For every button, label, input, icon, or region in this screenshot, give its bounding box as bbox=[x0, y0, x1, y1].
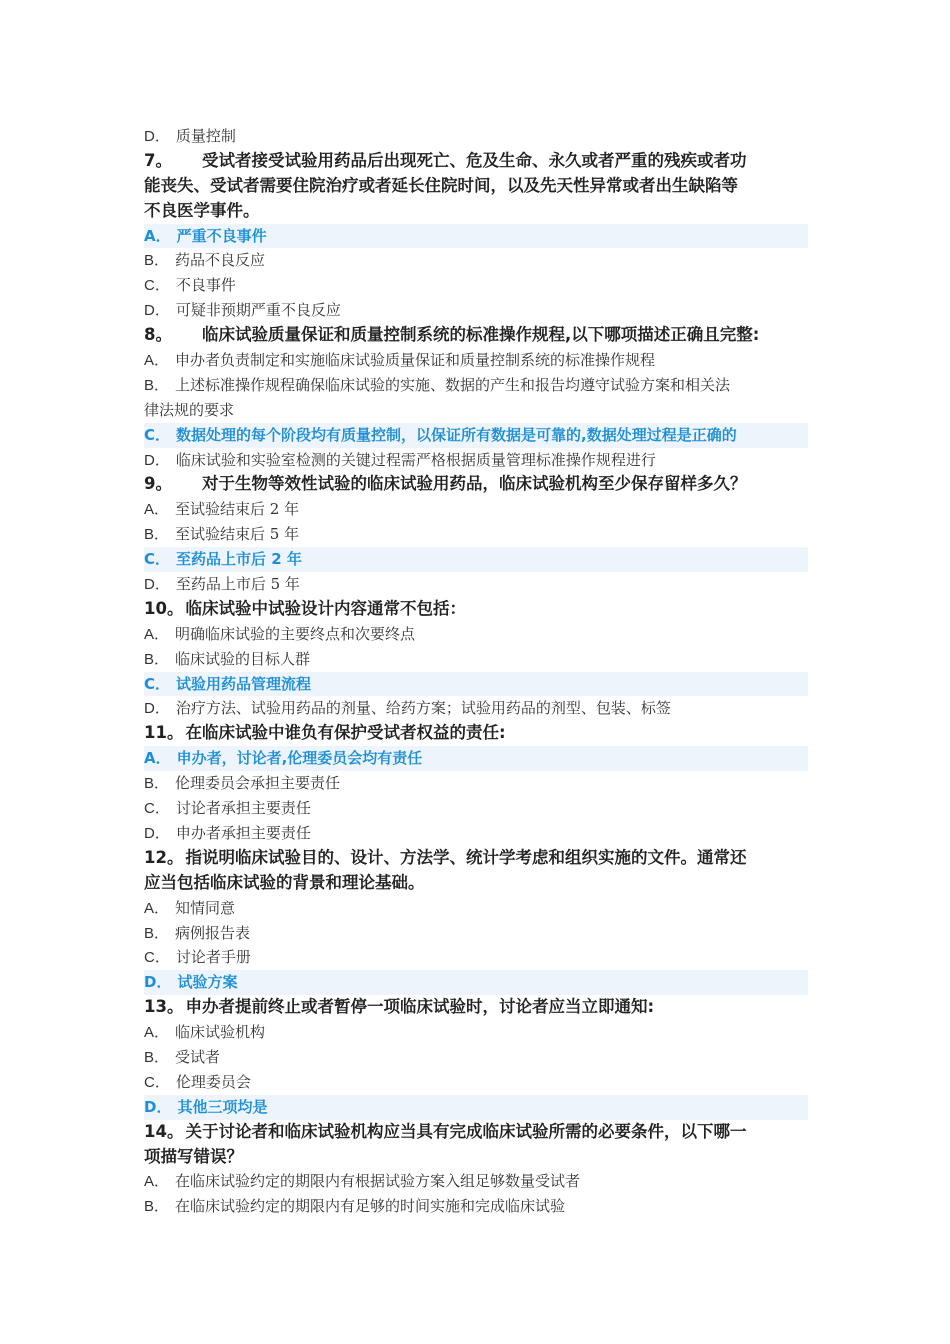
question-heading bbox=[144, 995, 808, 1020]
option-text: 试验用药品管理流程 bbox=[176, 674, 312, 693]
answer-option bbox=[144, 821, 808, 846]
question-heading bbox=[144, 721, 808, 746]
option-text: 试验方案 bbox=[177, 973, 238, 992]
answer-option bbox=[144, 945, 808, 970]
option-text: 申办者承担主要责任 bbox=[175, 823, 311, 842]
option-letter: A． bbox=[144, 899, 170, 917]
answer-option bbox=[144, 1194, 808, 1219]
option-letter: C． bbox=[144, 1073, 170, 1091]
option-text: 临床试验机构 bbox=[175, 1023, 266, 1042]
option-letter: B． bbox=[144, 376, 170, 394]
option-text: 病例报告表 bbox=[175, 923, 251, 942]
answer-option bbox=[144, 448, 808, 473]
answer-option bbox=[144, 373, 808, 398]
answer-option bbox=[144, 647, 808, 672]
question-text: 受试者接受试验用药品后出现死亡、危及生命、永久或者严重的残疾或者功 bbox=[201, 150, 747, 170]
option-letter: B． bbox=[144, 924, 170, 942]
option-text: 上述标准操作规程确保临床试验的实施、数据的产生和报告均遵守试验方案和相关法 bbox=[175, 375, 731, 394]
option-letter: D． bbox=[144, 824, 170, 842]
answer-option bbox=[144, 124, 808, 149]
option-letter: B． bbox=[144, 1198, 170, 1216]
answer-option bbox=[144, 896, 808, 921]
option-text: 申办者负责制定和实施临床试验质量保证和质量控制系统的标准操作规程 bbox=[175, 351, 656, 370]
option-text: 严重不良事件 bbox=[176, 226, 267, 245]
answer-option bbox=[144, 696, 808, 721]
correct-answer-option bbox=[144, 547, 808, 572]
question-number: 12。 bbox=[144, 847, 184, 867]
question-text-continued: 能丧失、受试者需要住院治疗或者延长住院时间，以及先天性异常或者出生缺陷等 bbox=[144, 175, 738, 195]
answer-option bbox=[144, 1020, 808, 1045]
option-letter: C． bbox=[144, 550, 171, 569]
question-number: 10。 bbox=[144, 598, 184, 618]
question-heading bbox=[144, 472, 808, 497]
correct-answer-option bbox=[144, 224, 808, 249]
question-text: 在临床试验中谁负有保护受试者权益的责任: bbox=[185, 723, 506, 743]
option-letter: C． bbox=[144, 425, 171, 444]
option-text: 临床试验的目标人群 bbox=[175, 649, 311, 668]
option-text: 伦理委员会 bbox=[175, 1072, 251, 1091]
answer-option bbox=[144, 921, 808, 946]
answer-option bbox=[144, 1070, 808, 1095]
option-letter: C． bbox=[144, 277, 170, 295]
option-text: 明确临床试验的主要终点和次要终点 bbox=[175, 624, 416, 643]
answer-option bbox=[144, 522, 808, 547]
question-text-continued: 应当包括临床试验的背景和理论基础。 bbox=[144, 872, 425, 892]
exam-content bbox=[144, 124, 808, 1219]
question-text: 临床试验质量保证和质量控制系统的标准操作规程,以下哪项描述正确且完整: bbox=[201, 325, 760, 345]
option-text: 伦理委员会承担主要责任 bbox=[175, 774, 341, 793]
answer-option bbox=[144, 622, 808, 647]
option-text: 临床试验和实验室检测的关键过程需严格根据质量管理标准操作规程进行 bbox=[175, 450, 656, 469]
answer-option bbox=[144, 771, 808, 796]
option-letter: D． bbox=[144, 700, 170, 718]
answer-option bbox=[144, 497, 808, 522]
correct-answer-option bbox=[144, 423, 808, 448]
option-letter: A． bbox=[144, 749, 171, 768]
option-letter: D． bbox=[144, 973, 172, 992]
option-text: 至试验结束后 2 年 bbox=[175, 500, 300, 519]
option-letter: D． bbox=[144, 302, 170, 320]
option-text-continued: 律法规的要求 bbox=[144, 400, 235, 419]
question-text: 关于讨论者和临床试验机构应当具有完成临床试验所需的必要条件，以下哪一 bbox=[185, 1121, 747, 1141]
option-letter: A． bbox=[144, 226, 171, 245]
option-text: 治疗方法、试验用药品的剂量、给药方案；试验用药品的剂型、包装、标签 bbox=[175, 699, 671, 718]
answer-option bbox=[144, 348, 808, 373]
question-text: 临床试验中试验设计内容通常不包括： bbox=[185, 598, 466, 618]
option-text: 讨论者承担主要责任 bbox=[175, 799, 311, 818]
option-letter: B． bbox=[144, 775, 170, 793]
answer-option bbox=[144, 796, 808, 821]
option-text: 不良事件 bbox=[175, 276, 236, 295]
question-number: 9。 bbox=[144, 474, 172, 494]
option-letter: B． bbox=[144, 252, 170, 270]
option-text: 药品不良反应 bbox=[175, 251, 266, 270]
option-text: 申办者，讨论者,伦理委员会均有责任 bbox=[176, 749, 423, 768]
option-letter: B． bbox=[144, 1048, 170, 1066]
question-heading bbox=[144, 323, 808, 348]
option-text: 可疑非预期严重不良反应 bbox=[175, 301, 341, 320]
option-letter: C． bbox=[144, 674, 171, 693]
option-letter: A． bbox=[144, 352, 170, 370]
question-number: 13。 bbox=[144, 997, 184, 1017]
question-number: 11。 bbox=[144, 723, 184, 743]
option-text: 其他三项均是 bbox=[177, 1097, 268, 1116]
option-text: 知情同意 bbox=[175, 898, 236, 917]
option-letter: D． bbox=[144, 576, 170, 594]
question-text: 指说明临床试验目的、设计、方法学、统计学考虑和组织实施的文件。通常还 bbox=[185, 847, 747, 867]
correct-answer-option bbox=[144, 746, 808, 771]
question-heading bbox=[144, 149, 808, 174]
answer-option bbox=[144, 1045, 808, 1070]
question-text: 申办者提前终止或者暂停一项临床试验时，讨论者应当立即通知: bbox=[185, 997, 655, 1017]
option-letter: D． bbox=[144, 451, 170, 469]
option-text: 质量控制 bbox=[175, 127, 236, 145]
option-letter: D． bbox=[144, 1097, 172, 1116]
correct-answer-option bbox=[144, 1095, 808, 1120]
option-text: 在临床试验约定的期限内有足够的时间实施和完成临床试验 bbox=[175, 1197, 566, 1216]
question-number: 14。 bbox=[144, 1121, 184, 1141]
correct-answer-option bbox=[144, 970, 808, 995]
answer-option bbox=[144, 1169, 808, 1194]
option-letter: B． bbox=[144, 650, 170, 668]
question-number: 8。 bbox=[144, 325, 172, 345]
option-text: 至药品上市后 5 年 bbox=[175, 575, 300, 594]
answer-option bbox=[144, 298, 808, 323]
question-text-continued: 项描写错误？ bbox=[144, 1146, 243, 1166]
question-text-continued: 不良医学事件。 bbox=[144, 200, 260, 220]
option-text: 在临床试验约定的期限内有根据试验方案入组足够数量受试者 bbox=[175, 1172, 581, 1191]
answer-option bbox=[144, 572, 808, 597]
answer-option bbox=[144, 273, 808, 298]
correct-answer-option bbox=[144, 672, 808, 697]
option-letter: C． bbox=[144, 800, 170, 818]
question-heading bbox=[144, 597, 808, 622]
option-text: 讨论者手册 bbox=[175, 948, 251, 967]
option-text: 数据处理的每个阶段均有质量控制，以保证所有数据是可靠的,数据处理过程是正确的 bbox=[176, 425, 737, 444]
option-letter: A． bbox=[144, 1024, 170, 1042]
option-letter: B． bbox=[144, 526, 170, 544]
option-letter: A． bbox=[144, 625, 170, 643]
question-heading bbox=[144, 846, 808, 871]
option-letter: A． bbox=[144, 501, 170, 519]
option-text: 至试验结束后 5 年 bbox=[175, 525, 300, 544]
option-text: 至药品上市后 2 年 bbox=[176, 550, 302, 569]
option-letter: C． bbox=[144, 949, 170, 967]
question-number: 7。 bbox=[144, 150, 172, 170]
option-letter: D． bbox=[144, 128, 170, 145]
question-text: 对于生物等效性试验的临床试验用药品，临床试验机构至少保存留样多久？ bbox=[201, 474, 747, 494]
answer-option bbox=[144, 248, 808, 273]
option-letter: A． bbox=[144, 1173, 170, 1191]
option-text: 受试者 bbox=[175, 1047, 221, 1066]
question-heading bbox=[144, 1120, 808, 1145]
